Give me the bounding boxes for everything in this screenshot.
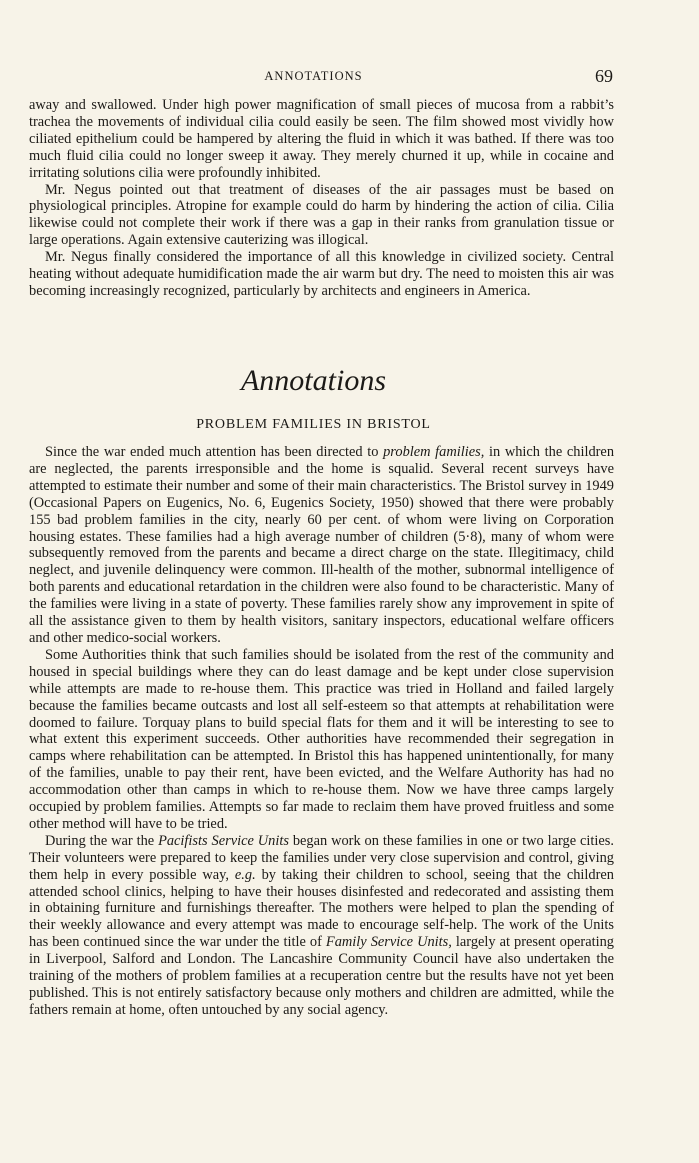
text-run: by taking their children to school, seeing that the children attended school clinics, helping to have their houses disinfested and redecorated and assisting them in obtaining furniture and furnishings thereafter. The mothers were helped to plan the spending of their weekly allowance and every attempt was made to encourage self-help. The work of the Units has been continued since the war under the title of bbox=[29, 866, 614, 951]
paragraph: away and swallowed. Under high power magnification of small pieces of mucosa from a rabbit’s trachea the movements of individual cilia could easily be seen. The film showed most vividly how ciliated epithelium could be hampered by altering the fluid in which it was bathed. If there was too much fluid cilia could no longer sweep it away. They merely churned it up, while in cocaine and irritating solutions cilia were profoundly inhibited. bbox=[29, 97, 614, 181]
section-title: Annotations bbox=[240, 364, 386, 397]
paragraph bbox=[29, 833, 614, 1019]
text-run: in which the children are neglected, the parents irresponsible and the home is squalid. Several recent surveys have attempted to estimate their number and some of their main characteristics. The Bristol survey in 1949 (Occasional Papers on Eugenics, No. 6, Eugenics Society, 1950) showed that there were probably 155 bad problem families in the city, nearly 60 per cent. of whom were living on Corporation housing estates. These families had a high average number of children (5·8), many of whom were subsequently removed from the parents and became a direct charge on the state. Illegitimacy, child neglect, and juvenile delinquency were common. Ill-health of the mother, subnormal intelligence of both parents and educational retardation in the children were also found to be characteristic. Many of the families were living in a state of poverty. These families rarely show any improvement in spite of all the assistance given to them by health visitors, sanitary inspectors, educational welfare officers and other medico-social workers. bbox=[29, 444, 615, 646]
paragraph: Some Authorities think that such families should be isolated from the rest of the community and housed in special buildings where they can do least damage and be kept under close supervision while attempts are made to re-house them. This practice was tried in Holland and failed largely because the families became outcasts and lost all self-esteem so that attempts at rehabilitation were doomed to failure. Torquay plans to build special flats for them and it will be interesting to see to what extent this experiment succeeds. Other authorities have recommended their segregation in camps where rehabilitation can be attempted. In Bristol this has happened unintentionally, for many of the families, unable to pay their rent, have been evicted, and the Welfare Authority has had no accommodation other than camps in which to re-house them. Now we have three camps largely occupied by problem families. Attempts so far made to reclaim them have proved fruitless and some other method will have to be tried. bbox=[29, 646, 614, 832]
text-run: began work on these families in one or two large cities. Their volunteers were prepared to keep the families under very close supervision and control, giving them help in every possible way, bbox=[29, 832, 614, 883]
text-run: During the war the bbox=[45, 832, 159, 849]
article-body bbox=[29, 444, 614, 1019]
emphasis: Family Service Units, bbox=[325, 934, 452, 951]
paragraph bbox=[29, 444, 614, 647]
paragraph: Mr. Negus finally considered the importance of all this knowledge in civilized society. Central heating without adequate humidification made the air warm but dry. The need to moisten this air was becoming increasingly recognized, particularly by architects and engineers in America. bbox=[29, 249, 614, 299]
article-title: PROBLEM FAMILIES IN BRISTOL bbox=[196, 417, 431, 432]
text-run: Since the war ended much attention has been directed to bbox=[45, 444, 384, 460]
emphasis: Pacifists Service Units bbox=[158, 832, 289, 849]
page-number: 69 bbox=[595, 66, 613, 86]
continued-text-block bbox=[29, 97, 614, 300]
text-run: largely at present operating in Liverpool, Salford and London. The Lancashire Community Council have also undertaken the training of the mothers of problem families at a recuperation centre but the results have not yet been published. This is not entirely satisfactory because only mothers and children are admitted, while the fathers remain at home, often untouched by any social agency. bbox=[29, 934, 614, 1018]
running-title: ANNOTATIONS bbox=[264, 69, 363, 83]
emphasis: e.g. bbox=[234, 866, 256, 883]
paragraph: Mr. Negus pointed out that treatment of diseases of the air passages must be based on physiological principles. Atropine for example could do harm by hindering the action of cilia. Cilia likewise could not complete their work if there was a gap in their ranks from granulation tissue or large operations. Again extensive cauterizing was illogical. bbox=[29, 181, 614, 249]
emphasis: problem families, bbox=[383, 444, 485, 460]
running-head bbox=[0, 66, 699, 90]
